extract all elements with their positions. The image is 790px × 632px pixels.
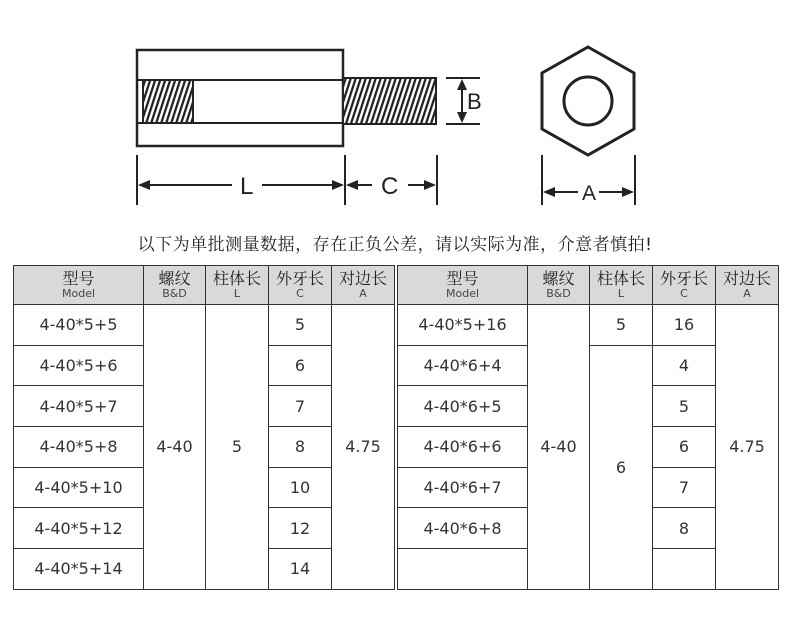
model-cell xyxy=(398,549,528,590)
header-across-flats-a: 对边长 A xyxy=(332,266,395,305)
model-cell: 4-40*5+14 xyxy=(14,549,144,590)
model-cell: 4-40*5+16 xyxy=(398,305,528,346)
model-cell: 4-40*5+12 xyxy=(14,508,144,549)
c-value-cell: 16 xyxy=(653,305,716,346)
length-l-cell: 6 xyxy=(590,345,653,589)
header-length-l: 柱体长 L xyxy=(206,266,269,305)
header-length-l: 柱体长 L xyxy=(590,266,653,305)
c-value-cell: 8 xyxy=(653,508,716,549)
c-value-cell: 6 xyxy=(653,427,716,468)
label-b: B xyxy=(467,89,482,114)
dimension-b xyxy=(446,78,482,124)
c-value-cell: 6 xyxy=(269,345,332,386)
thread-cell: 4-40 xyxy=(528,305,590,590)
hex-body-side-view xyxy=(137,50,343,146)
table-row xyxy=(14,305,395,346)
spec-table-right xyxy=(397,265,779,590)
header-model: 型号 Model xyxy=(14,266,144,305)
table-header-row xyxy=(398,266,779,305)
c-value-cell: 5 xyxy=(269,305,332,346)
model-cell: 4-40*6+7 xyxy=(398,467,528,508)
dimension-a xyxy=(542,155,635,205)
header-model: 型号 Model xyxy=(398,266,528,305)
c-value-cell: 7 xyxy=(269,386,332,427)
label-l: L xyxy=(240,173,254,200)
thread-cell: 4-40 xyxy=(144,305,206,590)
model-cell: 4-40*5+7 xyxy=(14,386,144,427)
c-value-cell: 8 xyxy=(269,427,332,468)
standoff-diagram xyxy=(0,0,790,225)
model-cell: 4-40*6+4 xyxy=(398,345,528,386)
model-cell: 4-40*6+6 xyxy=(398,427,528,468)
model-cell: 4-40*5+6 xyxy=(14,345,144,386)
c-value-cell: 7 xyxy=(653,467,716,508)
dimension-l-c xyxy=(137,155,437,205)
spec-table-left xyxy=(13,265,395,590)
model-cell: 4-40*5+5 xyxy=(14,305,144,346)
model-cell: 4-40*6+5 xyxy=(398,386,528,427)
across-flats-cell: 4.75 xyxy=(716,305,779,590)
male-thread xyxy=(343,78,436,124)
table-row xyxy=(398,305,779,346)
length-l-cell: 5 xyxy=(590,305,653,346)
label-c: C xyxy=(381,173,399,200)
c-value-cell: 10 xyxy=(269,467,332,508)
c-value-cell: 14 xyxy=(269,549,332,590)
tolerance-notice: 以下为单批测量数据，存在正负公差，请以实际为准，介意者慎拍! xyxy=(137,235,653,255)
c-value-cell xyxy=(653,549,716,590)
hex-end-view xyxy=(542,47,634,155)
header-thread: 螺纹 B&D xyxy=(144,266,206,305)
header-thread-length-c: 外牙长 C xyxy=(269,266,332,305)
label-a: A xyxy=(582,182,597,205)
model-cell: 4-40*5+10 xyxy=(14,467,144,508)
header-across-flats-a: 对边长 A xyxy=(716,266,779,305)
c-value-cell: 12 xyxy=(269,508,332,549)
model-cell: 4-40*5+8 xyxy=(14,427,144,468)
length-l-cell: 5 xyxy=(206,305,269,590)
table-header-row xyxy=(14,266,395,305)
model-cell: 4-40*6+8 xyxy=(398,508,528,549)
header-thread-length-c: 外牙长 C xyxy=(653,266,716,305)
across-flats-cell: 4.75 xyxy=(332,305,395,590)
c-value-cell: 5 xyxy=(653,386,716,427)
header-thread: 螺纹 B&D xyxy=(528,266,590,305)
c-value-cell: 4 xyxy=(653,345,716,386)
